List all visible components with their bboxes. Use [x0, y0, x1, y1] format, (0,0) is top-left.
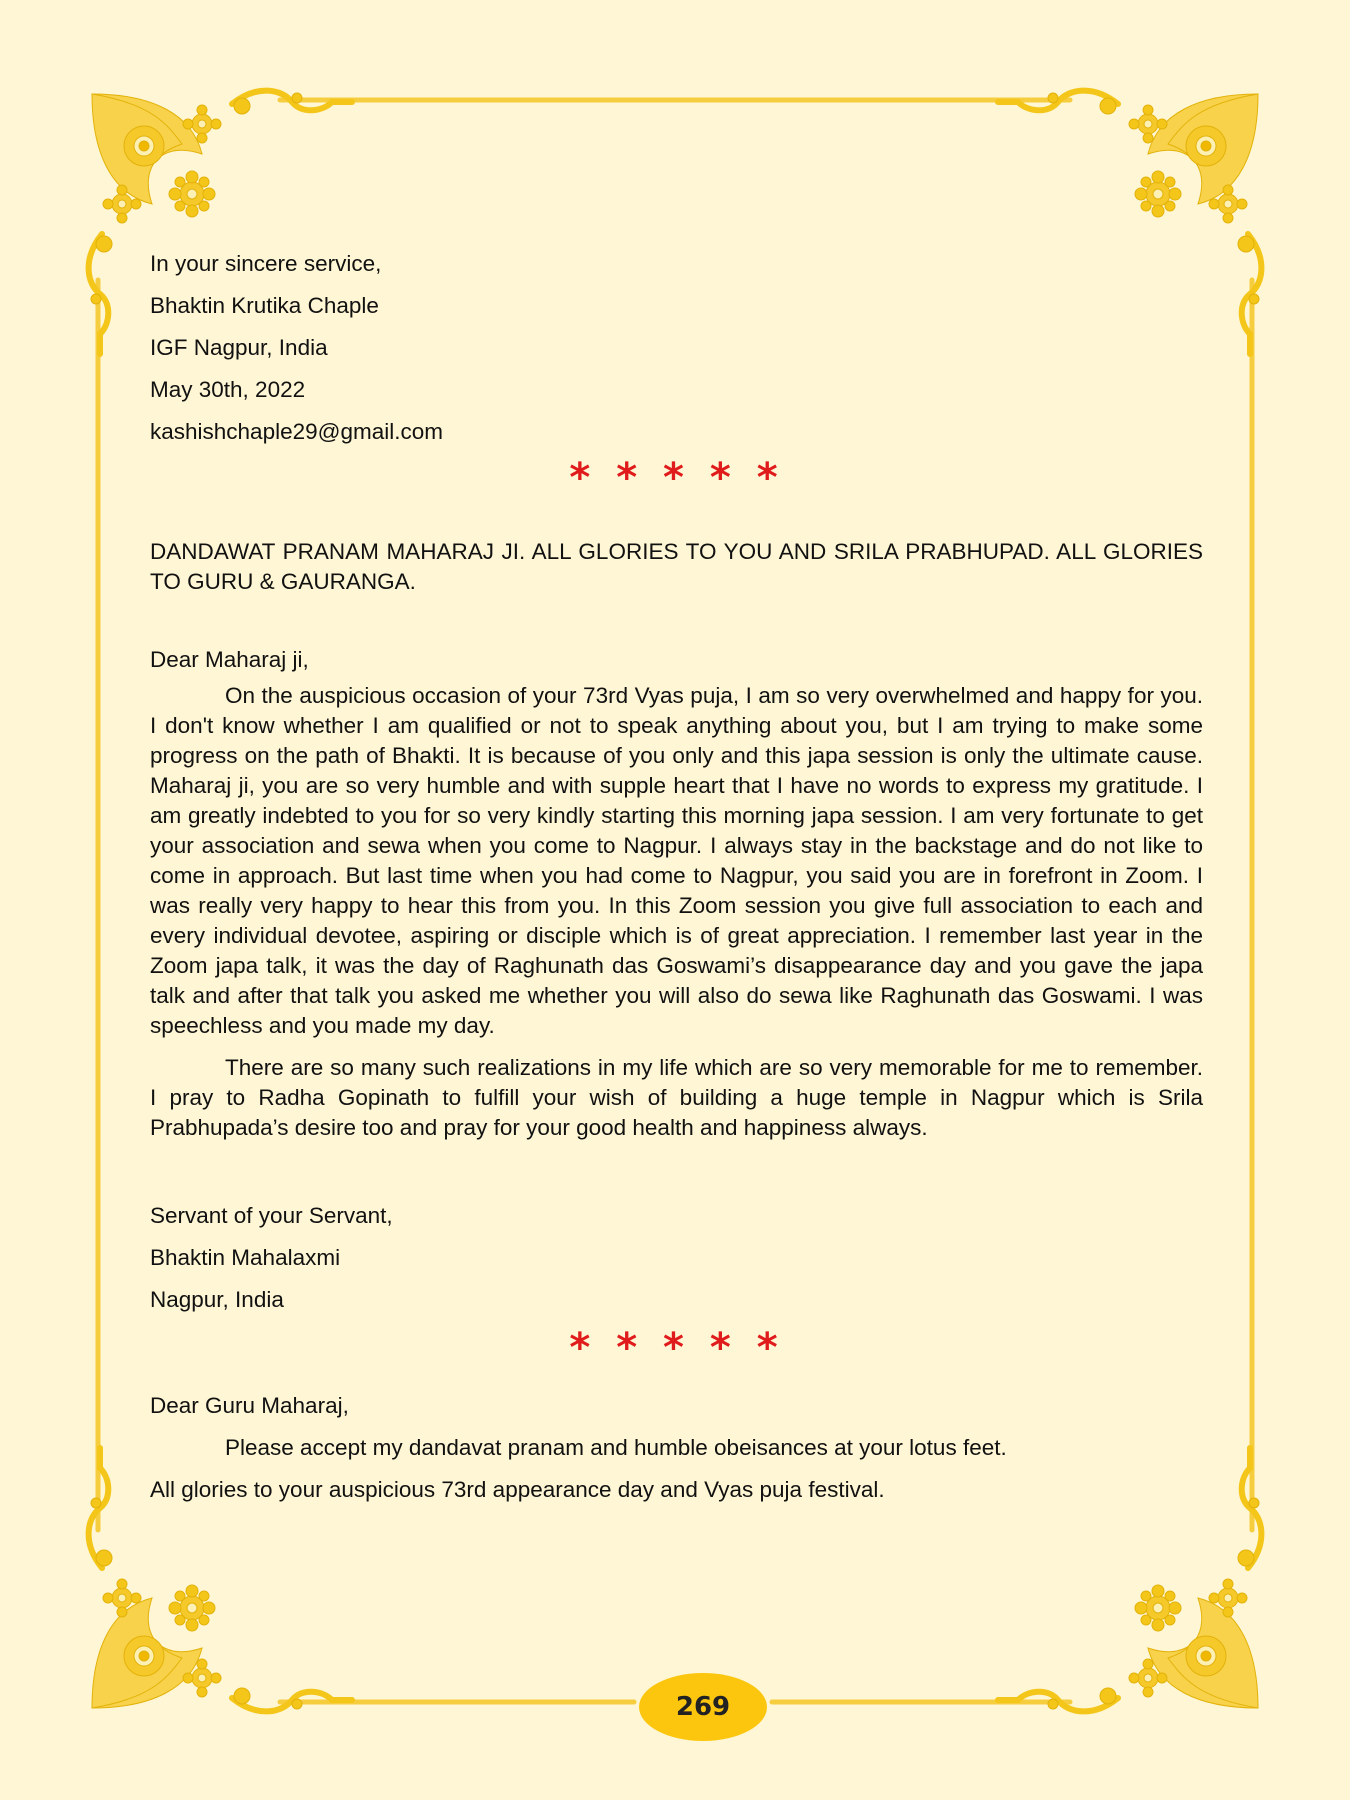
signoff-email: kashishchaple29@gmail.com: [150, 419, 443, 444]
signoff-date: May 30th, 2022: [150, 377, 306, 402]
signoff-name: Bhaktin Krutika Chaple: [150, 293, 379, 318]
letter2-paragraph-2: There are so many such realizations in my life which are so very memorable for me to remember. I pray to Radha Gopinath to fulfill your wish of building a huge temple in Nagpur which is Srila Prabhupada’s desire too and pray for your good health and happiness always.: [150, 1055, 1203, 1140]
letter3-line-2: All glories to your auspicious 73rd appearance day and Vyas puja festival.: [150, 1477, 885, 1502]
page-number-badge: 269: [639, 1673, 767, 1741]
letter2-closing: Servant of your Servant,: [150, 1203, 393, 1228]
page-content: [150, 243, 1203, 1511]
letter2-paragraph-1: On the auspicious occasion of your 73rd Vyas puja, I am so very overwhelmed and happy for you. I don't know whether I am qualified or not to speak anything about you, but I am trying to make some progress on the path of Bhakti. It is because of you only and this japa session is only the ultimate cause. Maharaj ji, you are so very humble and with supple heart that I have no words to express my gratitude. I am greatly indebted to you for so very kindly starting this morning japa session. I am very fortunate to get your association and sewa when you come to Nagpur. I always stay in the backstage and do not like to come in approach. But last time when you had come to Nagpur, you said you are in forefront in Zoom. I was really very happy to hear this from you. In this Zoom session you give full association to each and every individual devotee, aspiring or disciple which is of great appreciation. I remember last year in the Zoom japa talk, it was the day of Raghunath das Goswami’s disappearance day and you gave the japa talk and after that talk you asked me whether you will also do sewa like Raghunath das Goswami. I was speechless and you made my day.: [150, 683, 1203, 1038]
letter3-greeting: Dear Guru Maharaj,: [150, 1393, 349, 1418]
letter2-greeting: Dear Maharaj ji,: [150, 647, 309, 672]
star-separator-2: * * * * *: [569, 1325, 784, 1371]
signoff-location: IGF Nagpur, India: [150, 335, 328, 360]
letter2-salutation-header: DANDAWAT PRANAM MAHARAJ JI. ALL GLORIES TO YOU AND SRILA PRABHUPAD. ALL GLORIES TO GURU & GAURANGA.: [150, 539, 1203, 594]
letter2-name: Bhaktin Mahalaxmi: [150, 1245, 341, 1270]
letter2-location: Nagpur, India: [150, 1287, 284, 1312]
letter3-line-1: Please accept my dandavat pranam and humble obeisances at your lotus feet.: [225, 1435, 1007, 1460]
star-separator: * * * * *: [569, 455, 784, 501]
signoff-closing: In your sincere service,: [150, 251, 382, 276]
